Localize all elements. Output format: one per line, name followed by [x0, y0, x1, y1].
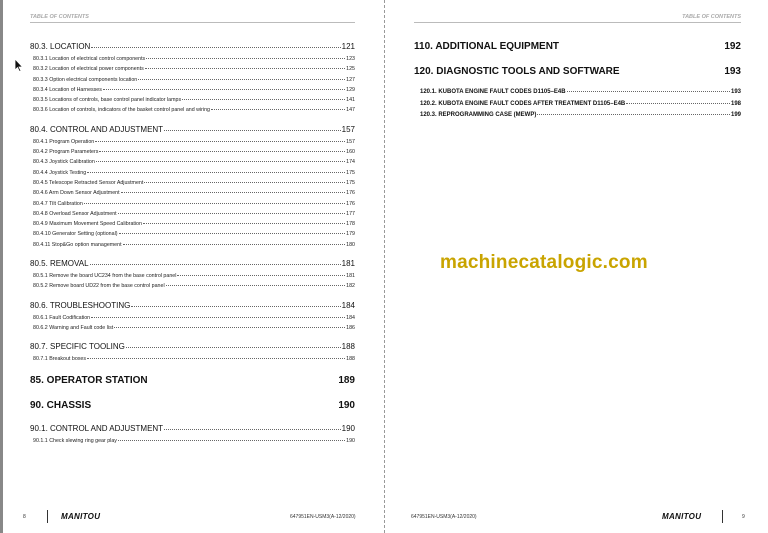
toc-entry[interactable] [30, 240, 355, 250]
toc-entry[interactable] [30, 168, 355, 178]
toc-entry-title: 120.1. KUBOTA ENGINE FAULT CODES D1105–E4B [420, 89, 566, 95]
toc-entry-title: 80.4.2 Program Parameters [33, 149, 99, 156]
dot-leader [84, 203, 345, 204]
dot-leader [164, 429, 341, 430]
toc-entry-page: 123 [346, 56, 355, 62]
dot-leader [567, 91, 730, 92]
toc-entry-page: 127 [346, 76, 355, 83]
toc-entry[interactable] [30, 105, 355, 115]
dot-leader [91, 317, 345, 318]
page-header: TABLE OF CONTENTS [414, 14, 741, 23]
toc-entry[interactable] [414, 38, 741, 56]
toc-entry-page: 157 [346, 138, 355, 145]
toc-entry-page: 184 [341, 300, 355, 310]
toc-entry-page: 129 [346, 86, 355, 93]
dot-leader [90, 264, 341, 265]
dot-leader [123, 244, 346, 245]
viewer-edge [0, 0, 3, 533]
toc-entry[interactable] [30, 354, 355, 364]
toc-entry-title: 120. DIAGNOSTIC TOOLS AND SOFTWARE [414, 66, 620, 77]
dot-leader [114, 327, 345, 328]
toc-entry[interactable] [30, 397, 355, 415]
toc-entry-page: 198 [730, 100, 741, 107]
footer-divider [47, 510, 48, 523]
toc-entry-page: 179 [346, 231, 355, 238]
toc-entry-title: 90.1.1 Check slewing ring gear play [33, 437, 117, 444]
toc-entry-page: 190 [341, 423, 355, 433]
toc-entry[interactable] [30, 271, 355, 281]
toc-entry-page: 190 [338, 399, 355, 411]
toc-entry-page: 182 [346, 283, 355, 290]
toc-entry-title: 80.4. CONTROL AND ADJUSTMENT [30, 124, 164, 134]
toc-entry[interactable] [30, 178, 355, 188]
toc-entry-title: 80.4.7 Tilt Calibration [33, 200, 83, 207]
toc-entry-title: 80.4.1 Program Operation [33, 138, 95, 145]
toc-entry-title: 80.5.1 Remove the board UC234 from the base control panel [33, 273, 177, 280]
page-number-right: 9 [742, 514, 745, 520]
dot-leader [95, 141, 345, 142]
dot-leader [103, 89, 345, 90]
dot-leader [146, 58, 345, 59]
toc-entry-title: 80.7.1 Breakout boxes [33, 356, 87, 363]
toc-entry-title: 80.6. TROUBLESHOOTING [30, 300, 131, 310]
mouse-cursor-icon [14, 58, 24, 72]
toc-entry[interactable] [30, 323, 355, 333]
toc-entry[interactable] [30, 85, 355, 95]
toc-entry[interactable] [30, 199, 355, 209]
toc-entry-title: 120.2. KUBOTA ENGINE FAULT CODES AFTER TREATMENT D1105–E4B [420, 100, 626, 107]
toc-entry-page: 160 [346, 149, 355, 156]
toc-entry-title: 80.4.9 Maximum Movement Speed Calibration [33, 221, 142, 228]
dot-leader [118, 213, 346, 214]
toc-entry-page: 175 [346, 179, 355, 186]
toc-entry-page: 175 [346, 169, 355, 176]
toc-entry-title: 80.4.6 Arm Down Sensor Adjustment [33, 190, 120, 197]
toc-entry-page: 181 [341, 259, 355, 269]
dot-leader [537, 114, 730, 115]
toc-entry-title: 110. ADDITIONAL EQUIPMENT [414, 41, 560, 52]
toc-entry-title: 80.5.2 Remove board UD22 from the base control panel [33, 283, 165, 290]
watermark: machinecatalogic.com [440, 252, 648, 273]
toc-entry-page: 188 [346, 356, 355, 363]
toc-entry-page: 125 [346, 66, 355, 73]
footer-divider [722, 510, 723, 523]
toc-entry[interactable] [30, 436, 355, 446]
dot-leader [87, 358, 345, 359]
toc-entry-page: 193 [730, 89, 741, 95]
toc-entry-page: 176 [346, 190, 355, 197]
page-header: TABLE OF CONTENTS [30, 14, 355, 23]
toc-list [30, 38, 355, 446]
toc-entry[interactable] [30, 372, 355, 390]
toc-entry-title: 80.4.4 Joystick Testing [33, 169, 87, 176]
left-page [30, 0, 355, 533]
dot-leader [164, 130, 341, 131]
toc-entry[interactable] [30, 95, 355, 105]
toc-entry[interactable] [30, 229, 355, 239]
manitou-logo: MANITOU [662, 512, 702, 521]
toc-entry-page: 181 [346, 273, 355, 280]
page-number-left: 8 [23, 514, 26, 520]
dot-leader [91, 47, 340, 48]
toc-entry[interactable] [30, 75, 355, 85]
toc-entry[interactable] [30, 188, 355, 198]
toc-entry-title: 80.3.6 Location of controls, indicators of the basket control panel and wiring [33, 107, 210, 114]
toc-entry-title: 90. CHASSIS [30, 399, 92, 411]
toc-entry[interactable] [30, 157, 355, 167]
toc-entry[interactable] [30, 54, 355, 64]
toc-entry[interactable] [30, 147, 355, 157]
toc-entry-title: 80.3.2 Location of electrical power components [33, 66, 144, 73]
toc-entry-title: 80.3.3 Option electrical components location [33, 76, 138, 83]
toc-entry-page: 177 [346, 210, 355, 217]
toc-entry-page: 188 [341, 342, 355, 352]
toc-entry-page: 190 [346, 437, 355, 444]
toc-entry[interactable] [30, 137, 355, 147]
toc-entry-page: 176 [346, 200, 355, 207]
toc-entry[interactable] [30, 340, 355, 354]
dot-leader [145, 68, 345, 69]
dot-leader [99, 151, 345, 152]
dot-leader [211, 109, 345, 110]
toc-entry-page: 121 [341, 42, 355, 51]
toc-entry-title: 80.7. SPECIFIC TOOLING [30, 342, 125, 352]
dot-leader [143, 223, 345, 224]
dot-leader [177, 275, 345, 276]
toc-entry-page: 193 [724, 66, 741, 77]
toc-entry-page: 157 [341, 124, 355, 134]
toc-entry-title: 80.3.4 Location of Harnesses [33, 86, 102, 93]
toc-entry-title: 80.3.5 Locations of controls, base control panel indicator lamps [33, 97, 182, 104]
dot-leader [87, 172, 345, 173]
page-divider [384, 0, 385, 533]
dot-leader [138, 79, 345, 80]
toc-entry-page: 141 [346, 97, 355, 104]
toc-entry[interactable] [414, 110, 741, 122]
toc-entry-page: 174 [346, 159, 355, 166]
dot-leader [131, 306, 340, 307]
toc-entry-page: 147 [346, 107, 355, 114]
dot-leader [144, 182, 345, 183]
toc-entry[interactable] [30, 281, 355, 291]
toc-entry[interactable] [30, 219, 355, 229]
toc-entry-title: 80.6.1 Fault Codification [33, 314, 91, 321]
toc-entry-title: 85. OPERATOR STATION [30, 374, 148, 386]
toc-entry-title: 80.5. REMOVAL [30, 259, 89, 269]
toc-entry-page: 192 [724, 41, 741, 52]
toc-entry-title: 80.4.8 Overload Sensor Adjustment [33, 210, 117, 217]
toc-entry-title: 120.3. REPROGRAMMING CASE (MEWP) [420, 112, 537, 118]
toc-entry[interactable] [30, 40, 355, 54]
toc-entry-title: 80.3.1 Location of electrical control components [33, 56, 146, 62]
toc-entry[interactable] [30, 299, 355, 313]
manitou-logo: MANITOU [61, 512, 101, 521]
dot-leader [118, 440, 345, 441]
toc-entry-page: 178 [346, 221, 355, 228]
toc-list [414, 38, 741, 122]
toc-entry-title: 90.1. CONTROL AND ADJUSTMENT [30, 423, 164, 433]
toc-entry-title: 80.6.2 Warning and Fault code list [33, 324, 114, 331]
doc-code-left: 647951EN-USM3(A-12/2020) [290, 514, 356, 520]
toc-entry-page: 189 [338, 374, 355, 386]
toc-entry-page: 199 [730, 112, 741, 118]
toc-entry-title: 80.3. LOCATION [30, 42, 91, 51]
toc-entry[interactable] [30, 422, 355, 436]
dot-leader [96, 161, 345, 162]
toc-entry[interactable] [414, 99, 741, 111]
toc-entry-page: 180 [346, 241, 355, 248]
toc-entry-title: 80.4.3 Joystick Calibration [33, 159, 95, 166]
dot-leader [166, 285, 346, 286]
toc-entry[interactable] [30, 313, 355, 323]
toc-entry-title: 80.4.5 Telescope Retracted Sensor Adjustment [33, 179, 144, 186]
dot-leader [182, 99, 345, 100]
dot-leader [121, 192, 346, 193]
toc-entry[interactable] [30, 64, 355, 74]
toc-entry-page: 184 [346, 314, 355, 321]
dot-leader [119, 233, 346, 234]
dot-leader [626, 103, 730, 104]
toc-entry[interactable] [30, 123, 355, 137]
dot-leader [126, 347, 341, 348]
toc-entry[interactable] [414, 63, 741, 81]
toc-entry-title: 80.4.10 Generator Setting (optional) [33, 231, 118, 238]
toc-entry[interactable] [30, 257, 355, 271]
toc-entry-page: 186 [346, 324, 355, 331]
toc-entry[interactable] [414, 87, 741, 99]
doc-code-right: 647951EN-USM3(A-12/2020) [411, 514, 477, 520]
toc-entry-title: 80.4.11 Stop&Go option management [33, 241, 122, 248]
toc-entry[interactable] [30, 209, 355, 219]
